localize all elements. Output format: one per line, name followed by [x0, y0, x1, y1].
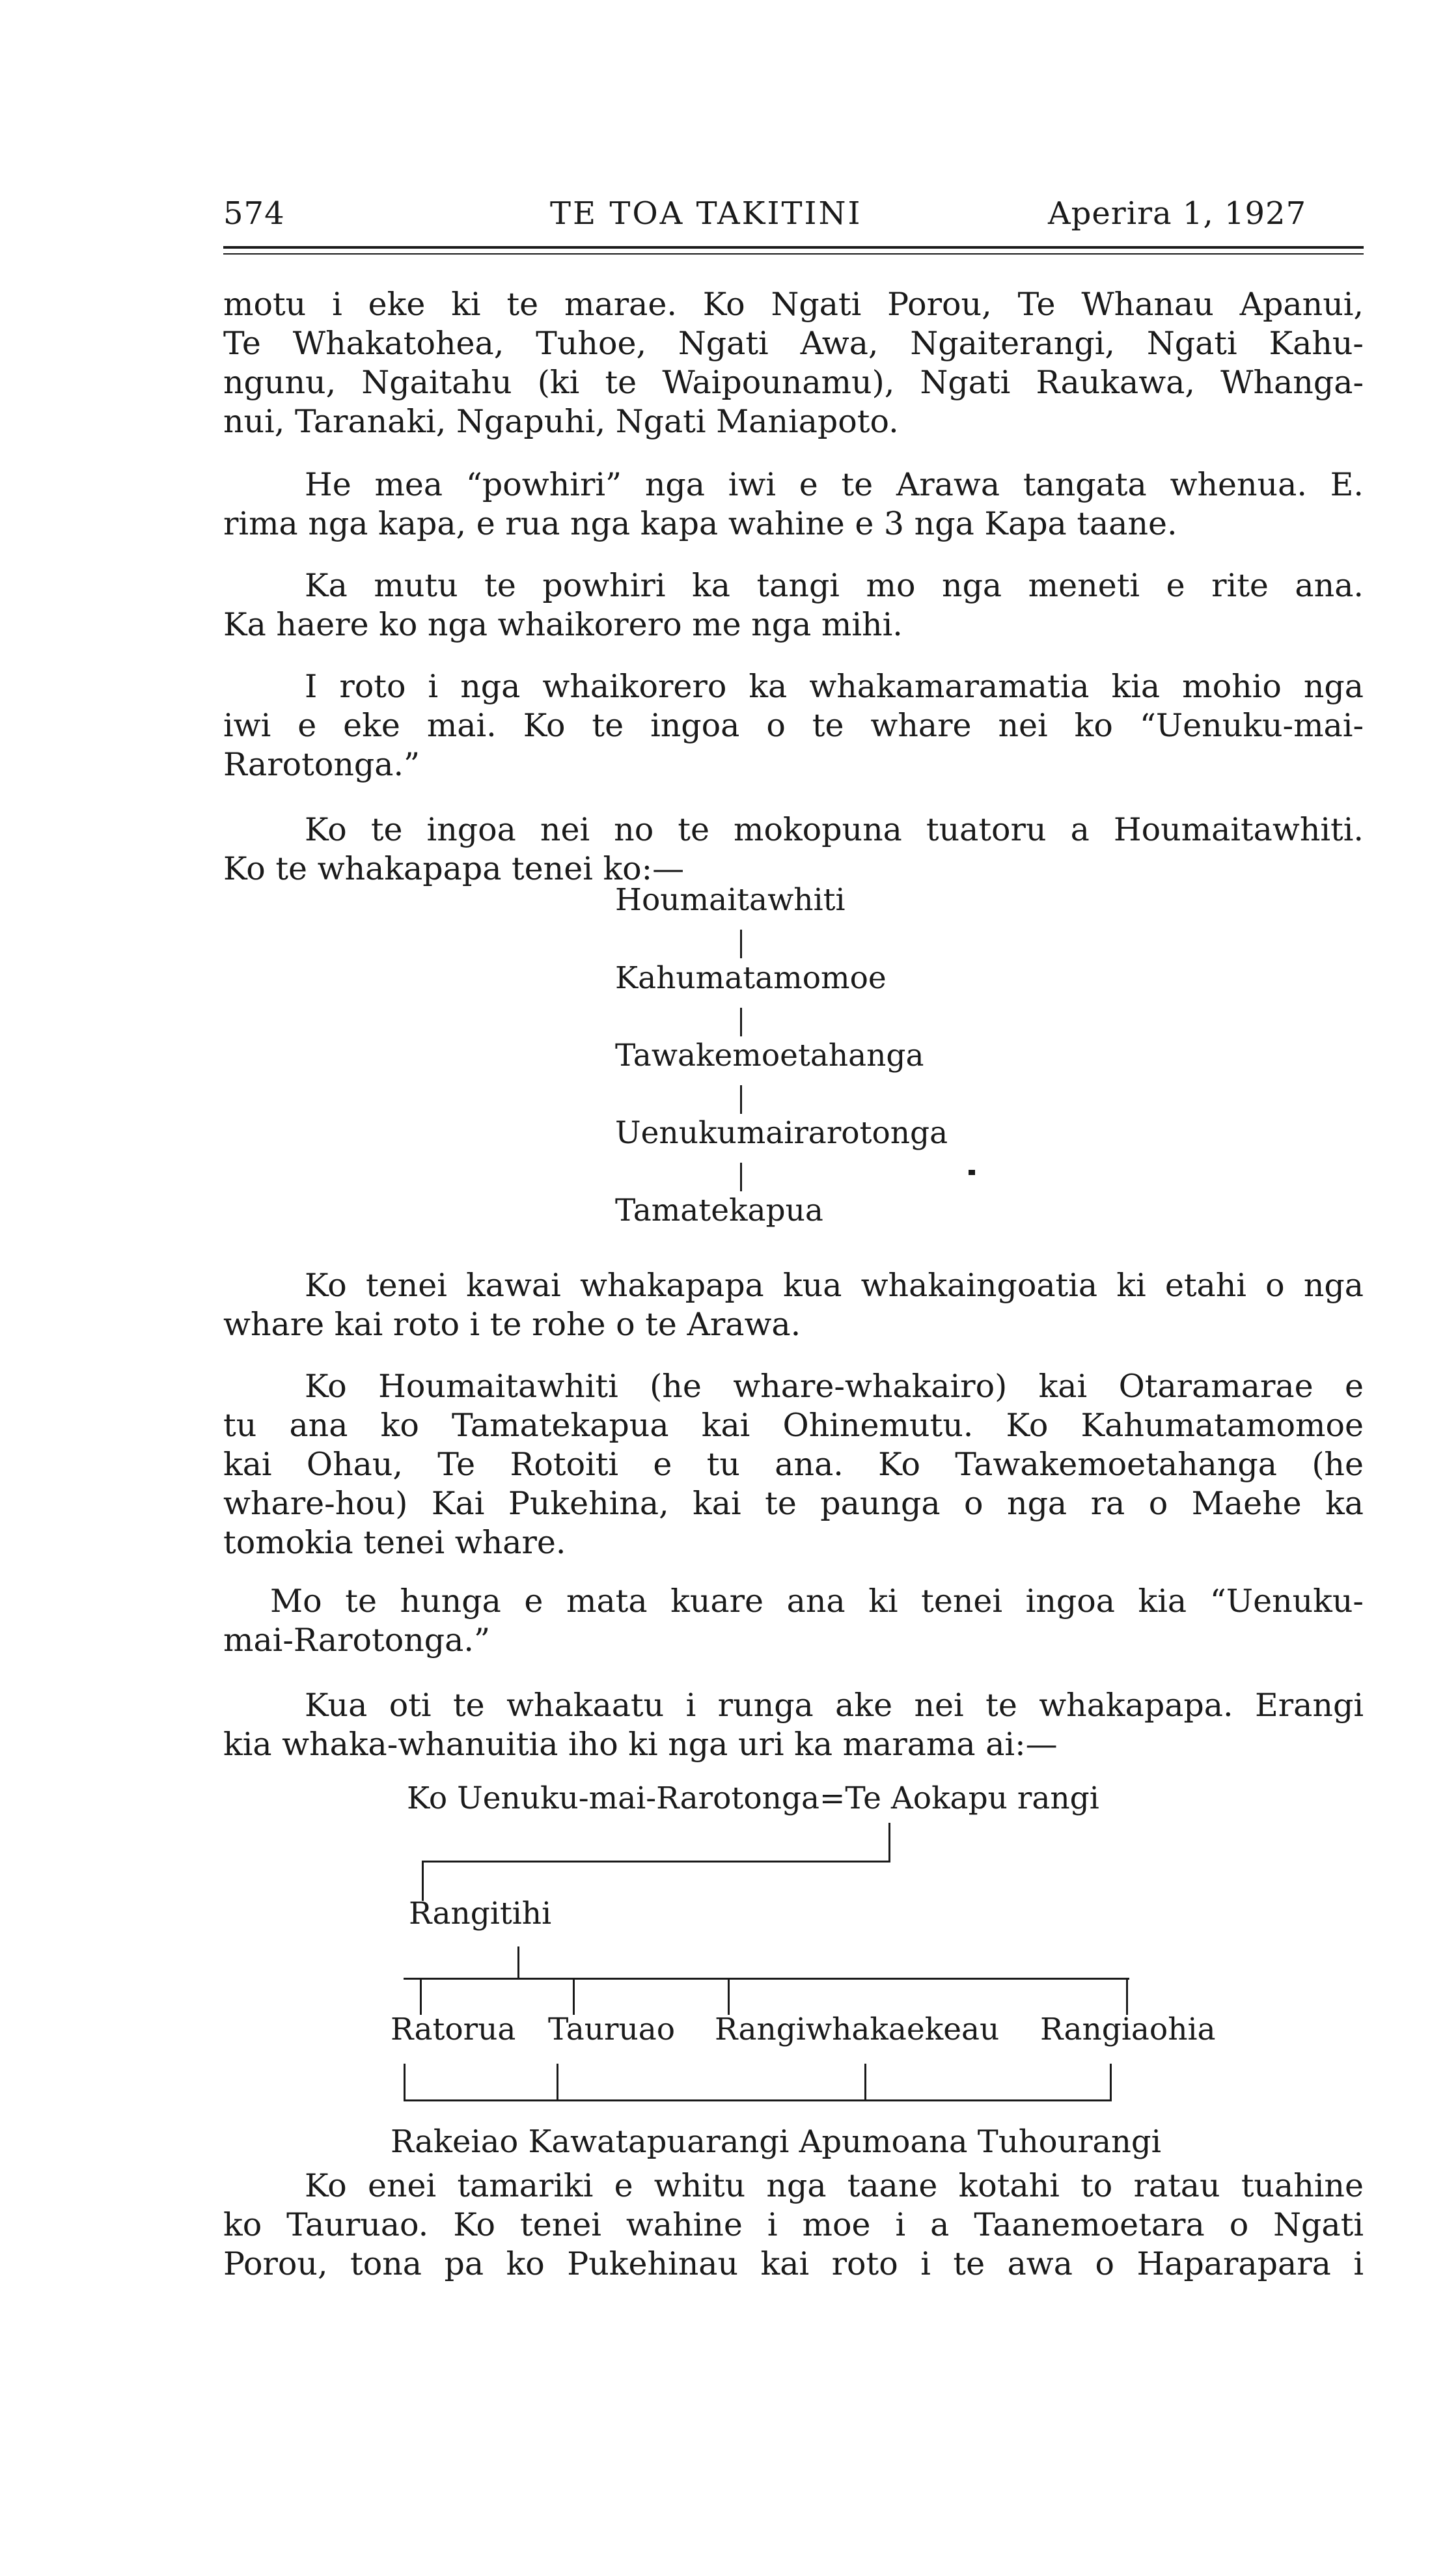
sibling-bar	[404, 1978, 1129, 1980]
paragraph-kawai: Ko tenei kawai whakapapa kua whakaingoatia ki etahi o nga whare kai roto i te rohe o te Arawa.	[223, 1267, 1364, 1343]
branch-line	[573, 1979, 575, 2015]
page-number: 574	[223, 195, 285, 232]
genealogy-couple: Ko Uenuku-mai-Rarotonga=Te Aokapu rangi	[407, 1780, 1099, 1816]
descent-line	[740, 1163, 742, 1191]
descent-line	[404, 2064, 406, 2099]
paragraph-tribes: motu i eke ki te marae. Ko Ngati Porou, Te Whanau Apanui, Te Whakatohea, Tuhoe, Ngati Awa, Ngaiterangi, Ngati Kahu- ngunu, Ngaitahu (ki te Waipounamu), Ngati Raukawa, Whanga- nui, Taranaki, Ngapuhi, Ngati Maniapoto.	[223, 286, 1364, 440]
branch-line	[420, 1979, 422, 2015]
genealogy-name: Uenukumairarotonga	[615, 1115, 948, 1151]
descent-line	[517, 1946, 519, 1978]
branch-line	[1126, 1979, 1128, 2015]
genealogy-name: Ratorua	[391, 2012, 516, 2047]
paragraph-ingoa: Ko te ingoa nei no te mokopuna tuatoru a Houmaitawhiti. Ko te whakapapa tenei ko:—	[223, 811, 1364, 887]
paragraph-powhiri: He mea “powhiri” nga iwi e te Arawa tangata whenua. E. rima nga kapa, e rua nga kapa wahine e 3 nga Kapa taane.	[223, 466, 1364, 542]
descent-line	[740, 930, 742, 958]
descent-line	[740, 1008, 742, 1036]
paragraph-whare: Ko Houmaitawhiti (he whare-whakairo) kai Otaramarae e tu ana ko Tamatekapua kai Ohinemutu. Ko Kahumatamomoe kai Ohau, Te Rotoiti e tu ana. Ko Tawakemoetahanga (he whare-hou) Kai Pukehina, kai te paunga o nga ra o Maehe ka tomokia tenei whare.	[223, 1368, 1364, 1561]
genealogy-name: Rangitihi	[409, 1896, 552, 1932]
descent-line	[422, 1862, 424, 1901]
paragraph-tangi: Ka mutu te powhiri ka tangi mo nga meneti e rite ana. Ka haere ko nga whaikorero me nga mihi.	[223, 567, 1364, 643]
descent-line	[557, 2064, 558, 2099]
sibling-bar	[558, 2099, 1112, 2101]
marriage-line	[888, 1823, 890, 1862]
descent-line	[740, 1085, 742, 1114]
header-rule	[223, 246, 1364, 249]
paragraph-hunga: Mo te hunga e mata kuare ana ki tenei ingoa kia “Uenuku- mai-Rarotonga.”	[223, 1583, 1364, 1659]
genealogy-name: Rangiaohia	[1040, 2012, 1216, 2047]
paragraph-tamariki: Ko enei tamariki e whitu nga taane kotahi to ratau tuahine ko Tauruao. Ko tenei wahine i moe i a Taanemoetara o Ngati Porou, tona pa ko Pukehinau kai roto i te awa o Haparapara i	[223, 2167, 1364, 2282]
genealogy-name: Kahumatamomoe	[615, 960, 887, 996]
descent-line	[1110, 2064, 1112, 2099]
ink-mark	[969, 1170, 975, 1175]
branch-line	[728, 1979, 730, 2015]
paragraph-whakaatu: Kua oti te whakaatu i runga ake nei te whakapapa. Erangi kia whaka-whanuitia iho ki nga uri ka marama ai:—	[223, 1687, 1364, 1763]
descent-line	[864, 2064, 866, 2099]
paragraph-whaikorero: I roto i nga whaikorero ka whakamaramatia kia mohio nga iwi e eke mai. Ko te ingoa o te whare nei ko “Uenuku-mai- Rarotonga.”	[223, 668, 1364, 783]
header-rule-thin	[223, 253, 1364, 255]
running-title: TE TOA TAKITINI	[550, 195, 862, 232]
issue-date: Aperira 1, 1927	[1048, 195, 1307, 232]
genealogy-name: Houmaitawhiti	[615, 882, 846, 918]
marriage-bar	[422, 1861, 890, 1863]
genealogy-name: Rakeiao Kawatapuarangi Apumoana Tuhourangi	[391, 2124, 1162, 2160]
genealogy-name: Tamatekapua	[615, 1193, 823, 1228]
genealogy-name: Rangiwhakaekeau	[715, 2012, 1000, 2047]
sibling-bar	[404, 2099, 558, 2101]
genealogy-name: Tawakemoetahanga	[615, 1038, 924, 1073]
genealogy-name: Tauruao	[548, 2012, 676, 2047]
